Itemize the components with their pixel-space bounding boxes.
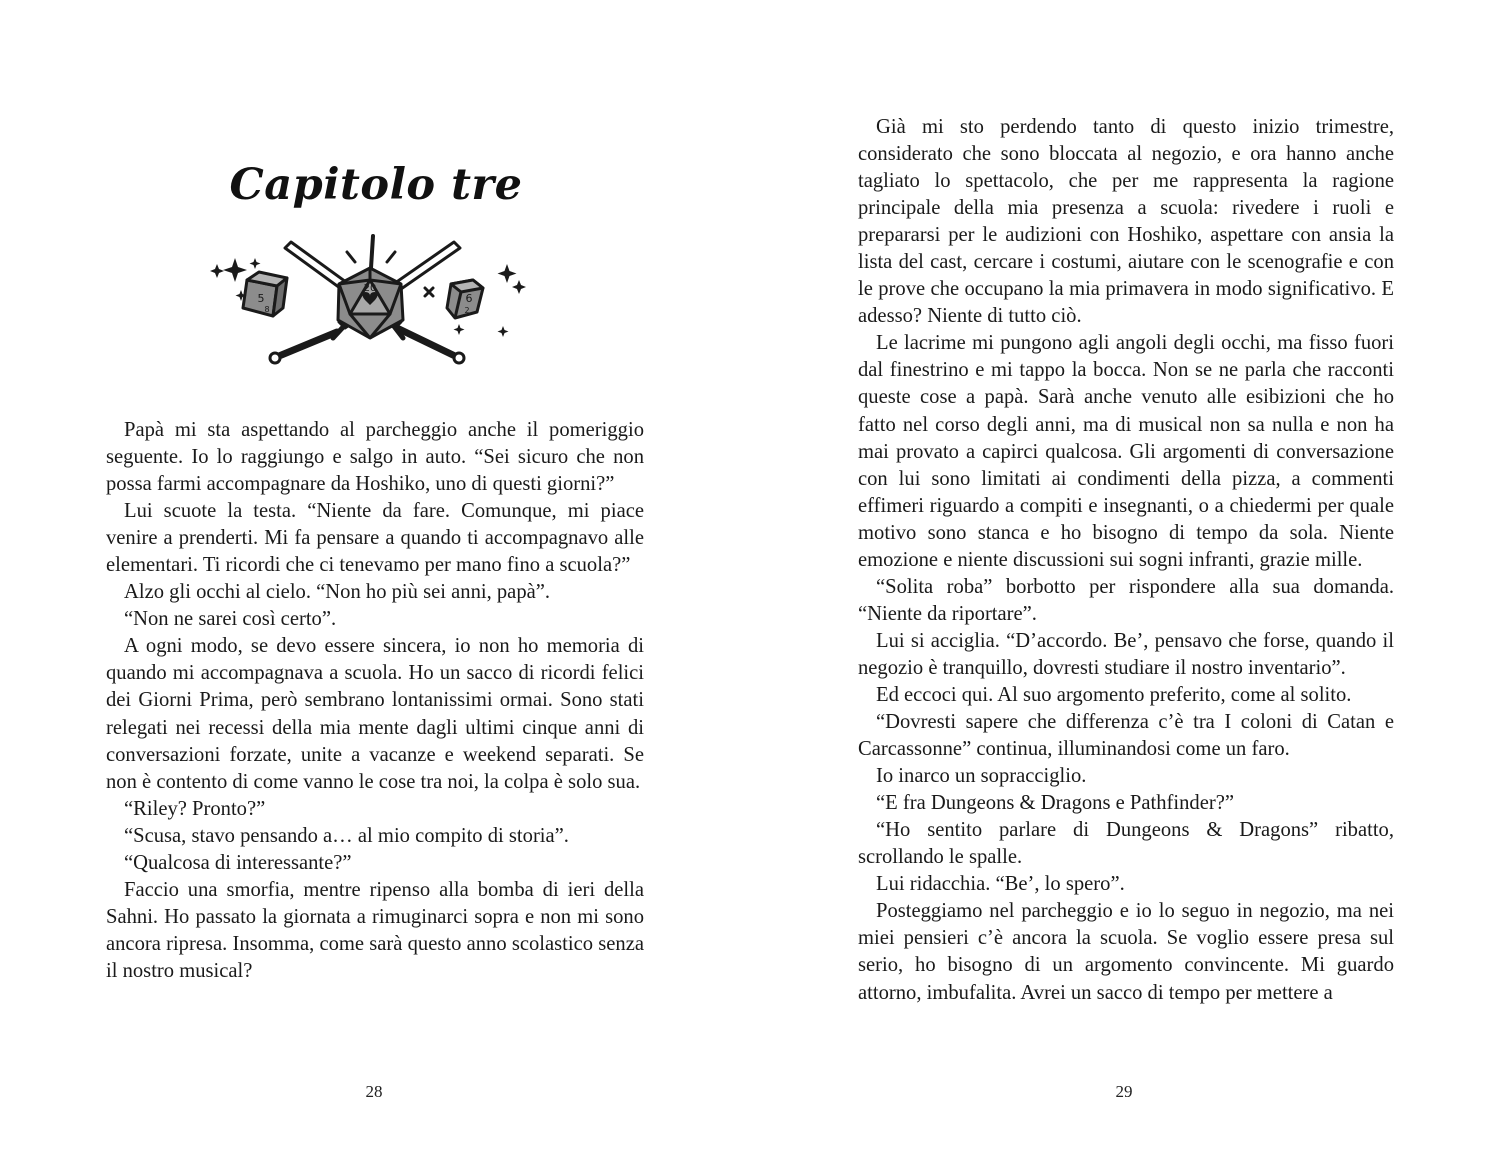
d6-die-icon	[243, 272, 287, 316]
paragraph: Già mi sto perdendo tanto di questo inizio trimestre, considerato che sono bloccata al negozio, e ora hanno anche tagliato lo spettacolo, che per me rappresenta la ragione principale della mia presenza a scuola: rivedere i ruoli e prepararsi per le audizioni con Hoshiko, aspettare con ansia la lista del cast, cercare i costumi, aiutare con le scenografie e con le prove che occupano la mia primavera in modo significativo. E adesso? Niente di tutto ciò.	[858, 116, 1394, 328]
paragraph: Papà mi sta aspettando al parcheggio anche il pomeriggio seguente. Io lo raggiungo e salgo in auto. “Sei sicuro che non possa farmi accompagnare da Hoshiko, uno di questi giorni?”	[106, 419, 644, 496]
paragraph: Le lacrime mi pungono agli angoli degli occhi, ma fisso fuori dal finestrino e mi tappo la bocca. Non se ne parla che racconti queste cose a papà. Sarà anche venuto alle esibizioni che ho fatto nel corso degli anni, ma di musical non sa nulla e non ha mai provato a capirci qualcosa. Gli argomenti di conversazione con lui sono limitati ai condimenti della pizza, a commenti effimeri riguardo a compiti e insegnanti, o a chiedermi per quale motivo sono stanca e ho bisogno di tempo da sola. Niente emozione e niente discussioni sui sogni infranti, grazie mille.	[858, 332, 1394, 571]
paragraph: A ogni modo, se devo essere sincera, io non ho memoria di quando mi accompagnava a scuola. Ho un sacco di ricordi felici dei Giorni Prima, però sembrano lontanissimi ormai. Sono stati relegati nei recessi della mia mente dagli ultimi cinque anni di conversazioni forzate, unite a vacanze e weekend separati. Se non è contento di come vanno le cose tra noi, la colpa è solo sua.	[106, 635, 644, 793]
chapter-title: Capitolo tre	[229, 160, 523, 210]
right-body-text	[858, 114, 1394, 1007]
paragraph: “Non ne sarei così certo”.	[124, 608, 337, 631]
paragraph: Faccio una smorfia, mentre ripenso alla bomba di ieri della Sahni. Ho passato la giornata a rimuginarci sopra e non mi sono ancora ripresa. Insomma, come sarà questo anno scolastico senza il nostro musical?	[106, 878, 644, 982]
left-die-label-b: 8	[264, 305, 270, 314]
page-number-right: 29	[1115, 1082, 1133, 1101]
d6-die-icon	[447, 280, 483, 318]
paragraph: Io inarco un sopracciglio.	[876, 765, 1087, 788]
paragraph: Alzo gli occhi al cielo. “Non ho più sei anni, papà”.	[124, 581, 551, 604]
paragraph: Lui si acciglia. “D’accordo. Be’, pensavo che forse, quando il negozio è tranquillo, dovresti studiare il nostro inventario”.	[858, 629, 1394, 679]
paragraph: “Qualcosa di interessante?”	[124, 851, 352, 874]
right-die-label-b: 2	[464, 306, 470, 315]
paragraph: “Ho sentito parlare di Dungeons & Dragons” ribatto, scrollando le spalle.	[858, 819, 1394, 869]
page-number-left: 28	[365, 1082, 383, 1101]
paragraph: “Riley? Pronto?”	[124, 797, 266, 820]
chapter-ornament	[205, 228, 535, 368]
paragraph: “Scusa, stavo pensando a… al mio compito di storia”.	[124, 824, 569, 847]
d20-label: 20	[363, 283, 377, 294]
right-page	[750, 0, 1500, 1152]
paragraph: Posteggiamo nel parcheggio e io lo seguo in negozio, ma nei miei pensieri c’è ancora la scuola. Se voglio essere presa sul serio, ho bisogno di un argomento convincente. Mi guardo attorno, imbufalita. Avrei un sacco di tempo per mettere a	[858, 900, 1394, 1004]
right-die-label-a: 6	[465, 292, 473, 305]
paragraph: “Dovresti sapere che differenza c’è tra I coloni di Catan e Carcassonne” continua, illuminandosi come un faro.	[858, 711, 1394, 761]
paragraph: “Solita roba” borbotto per rispondere alla sua domanda. “Niente da riportare”.	[858, 575, 1394, 625]
paragraph: “E fra Dungeons & Dragons e Pathfinder?”	[876, 792, 1234, 815]
left-die-label-a: 5	[257, 292, 265, 305]
paragraph: Lui scuote la testa. “Niente da fare. Comunque, mi piace venire a prenderti. Mi fa pensare a quando ti accompagnavo alle elementari. Ti ricordi che ci tenevamo per mano fino a scuola?”	[106, 500, 644, 577]
paragraph: Ed eccoci qui. Al suo argomento preferito, come al solito.	[876, 683, 1352, 706]
left-body-text	[106, 417, 644, 985]
paragraph: Lui ridacchia. “Be’, lo spero”.	[876, 873, 1125, 896]
